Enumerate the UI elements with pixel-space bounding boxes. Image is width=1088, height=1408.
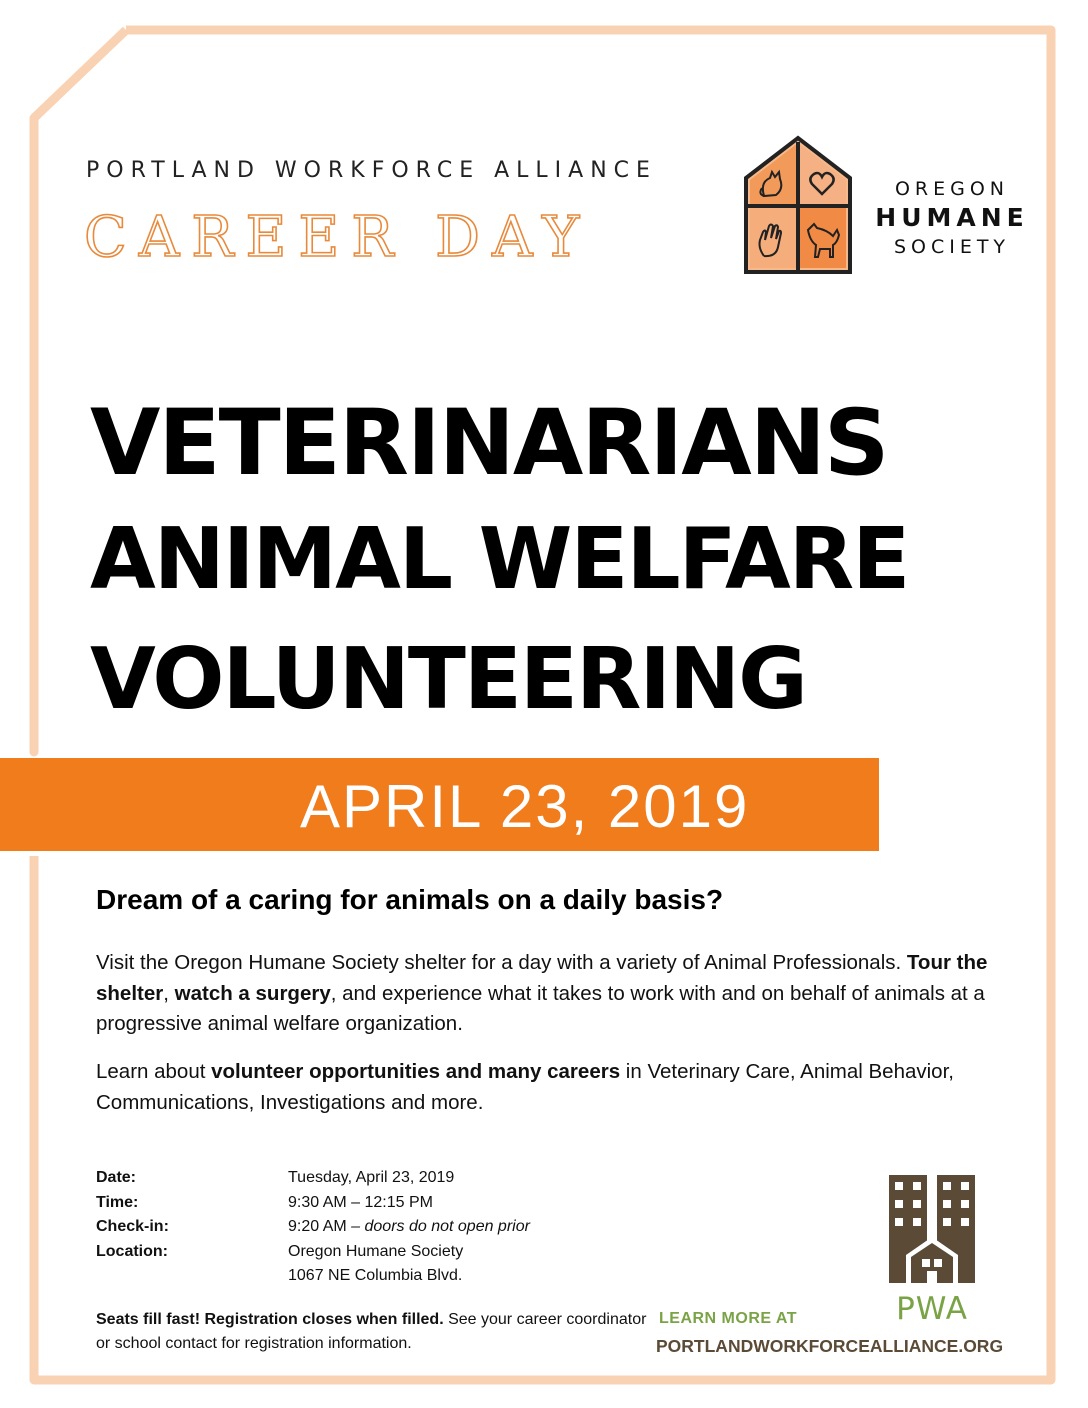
detail-label: Check-in: <box>96 1218 169 1235</box>
careers-pre-text: Learn about <box>96 1060 212 1083</box>
pwa-building-logo-icon <box>886 1173 978 1323</box>
detail-value: 9:30 AM – 12:15 PM <box>288 1193 433 1211</box>
detail-label: Location: <box>96 1242 168 1260</box>
event-details <box>96 1166 530 1289</box>
registration-rest: See your career coordinator or school contact for registration information. <box>96 1311 647 1352</box>
detail-label: Date: <box>96 1169 137 1186</box>
checkin-note: – doors do not open prior <box>346 1218 530 1235</box>
website-link[interactable]: PORTLANDWORKFORCEALLIANCE.ORG <box>656 1336 1004 1356</box>
detail-row-location <box>96 1240 530 1265</box>
detail-row-checkin <box>96 1215 530 1240</box>
registration-note <box>96 1308 656 1356</box>
detail-row-time <box>96 1191 530 1216</box>
detail-value: Tuesday, April 23, 2019 <box>288 1169 455 1186</box>
intro-text: Visit the Oregon Humane Society shelter for a day with a variety of Animal Professionals. <box>96 951 902 974</box>
humane-society-logo-icon <box>742 134 854 276</box>
surgery-highlight: watch a surgery <box>174 981 331 1005</box>
detail-value: 1067 NE Columbia Blvd. <box>288 1267 463 1284</box>
lead-question: Dream of a caring for animals on a daily basis? <box>96 884 724 915</box>
date-banner-text: APRIL 23, 2019 <box>300 773 750 840</box>
careers-paragraph <box>96 1057 1016 1118</box>
registration-bold: Seats fill fast! Registration closes when filled. <box>96 1311 444 1328</box>
wordmark-line-1: OREGON <box>894 178 1010 200</box>
intro-rest-text: , and experience what it takes to work with and on behalf of animals at a progressive animal welfare organization. <box>96 981 985 1035</box>
date-banner <box>0 758 879 851</box>
checkin-time: 9:20 AM <box>288 1218 347 1235</box>
headline-line-2: ANIMAL WELFARE <box>90 510 909 609</box>
wordmark-line-3: SOCIETY <box>893 236 1011 258</box>
detail-value: Oregon Humane Society <box>288 1242 464 1260</box>
tour-highlight: Tour the shelter <box>96 951 988 1005</box>
careers-post-text: in Veterinary Care, Animal Behavior, Communications, Investigations and more. <box>96 1060 954 1114</box>
detail-label-empty <box>96 1264 288 1289</box>
event-type-title: CAREER DAY <box>84 205 592 270</box>
humane-society-wordmark <box>864 176 1040 260</box>
detail-label: Time: <box>96 1193 139 1211</box>
intro-paragraph <box>96 948 1016 1040</box>
headline-line-1: VETERINARIANS <box>90 391 888 496</box>
headline-line-3: VOLUNTEERING <box>90 630 806 729</box>
separator-text: , <box>163 981 175 1005</box>
careers-highlight: volunteer opportunities and many careers <box>211 1060 621 1083</box>
learn-more-label: LEARN MORE AT <box>659 1310 798 1327</box>
detail-row-date <box>96 1166 530 1191</box>
wordmark-line-2: HUMANE <box>875 203 1029 232</box>
detail-value <box>288 1215 530 1240</box>
pwa-logo-text: PWA <box>896 1291 968 1323</box>
org-name: PORTLAND WORKFORCE ALLIANCE <box>86 158 657 183</box>
detail-row-address <box>96 1264 530 1289</box>
